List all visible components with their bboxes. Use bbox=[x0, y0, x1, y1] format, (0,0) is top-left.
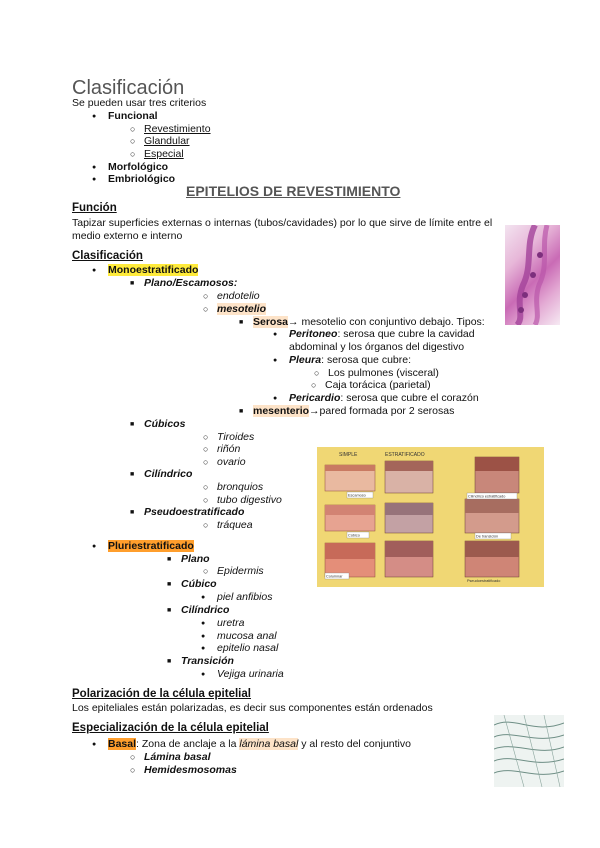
diagram-label-pseudo: Pseudoestratificado bbox=[467, 579, 501, 583]
list-item-mesenterio bbox=[253, 405, 454, 418]
list-item-p-cubico: ■ Cúbico bbox=[181, 578, 217, 591]
section-title-epitelios: EPITELIOS DE REVESTIMIENTO bbox=[186, 183, 401, 199]
list-item-peritoneo bbox=[289, 328, 475, 341]
diagram-label-columnar: Columnar bbox=[326, 574, 343, 579]
list-item-piel: ● piel anfibios bbox=[217, 591, 272, 604]
diagram-label-cilindrico: Cilíndrico estratificado bbox=[468, 494, 506, 499]
list-item-glandular[interactable]: ○ Glandular bbox=[144, 135, 190, 148]
peritoneo-label: Peritoneo bbox=[289, 328, 338, 340]
monoestratificado-label: Monoestratificado bbox=[108, 264, 199, 276]
pleura-label: Pleura bbox=[289, 354, 322, 366]
list-item-funcional: ● Funcional bbox=[108, 110, 158, 123]
pleura-rest: : serosa que cubre: bbox=[321, 354, 411, 366]
list-item-morfologico: ● Morfológico bbox=[108, 161, 168, 174]
mesenterio-label: mesenterio bbox=[253, 405, 310, 417]
list-item-p-plano: ■ Plano bbox=[181, 553, 210, 566]
intro-text: Se pueden usar tres criterios bbox=[72, 97, 207, 109]
list-item-bronquios: ○ bronquios bbox=[217, 481, 263, 494]
list-item-plano: ■ Plano/Escamosos: bbox=[144, 277, 237, 290]
list-item-transicion: ■ Transición bbox=[181, 655, 234, 668]
list-item-p-cilindrico: ■ Cilíndrico bbox=[181, 604, 229, 617]
list-item-revestimiento[interactable]: ○ Revestimiento bbox=[144, 123, 211, 136]
tissue-micrograph-image bbox=[505, 225, 560, 325]
basal-sketch-image bbox=[494, 715, 564, 787]
list-item-cubicos: ■ Cúbicos bbox=[144, 418, 185, 431]
funcion-line-1: Tapizar superficies externas o internas (tubos/cavidades) por lo que sirve de límite entre el bbox=[72, 217, 493, 229]
list-item-traquea: ○ tráquea bbox=[217, 519, 253, 532]
list-item-pluriestratificado bbox=[108, 540, 194, 553]
list-item-epidermis: ○ Epidermis bbox=[217, 565, 264, 578]
list-item-basal bbox=[108, 738, 411, 751]
heading-polarizacion: Polarización de la célula epitelial bbox=[72, 688, 251, 700]
page-title: Clasificación bbox=[72, 77, 185, 99]
pericardio-rest: : serosa que cubre el corazón bbox=[340, 392, 479, 404]
pluriestratificado-label: Pluriestratificado bbox=[108, 540, 194, 552]
peritoneo-line-2: abdominal y los órganos del digestivo bbox=[289, 341, 465, 353]
basal-label: Basal bbox=[108, 738, 137, 750]
list-item-mucosa: ● mucosa anal bbox=[217, 630, 277, 643]
list-item-lamina-basal: ○ Lámina basal bbox=[144, 751, 211, 764]
heading-clasificacion: Clasificación bbox=[72, 250, 143, 262]
pericardio-label: Pericardio bbox=[289, 392, 341, 404]
list-item-cilindrico: ■ Cilíndrico bbox=[144, 468, 192, 481]
list-item-uretra: ● uretra bbox=[217, 617, 244, 630]
list-item-pericardio bbox=[289, 392, 479, 405]
polarizacion-text: Los epiteliales están polarizadas, es decir sus componentes están ordenados bbox=[72, 702, 433, 714]
list-item-rinon: ○ riñón bbox=[217, 443, 240, 456]
list-item-embriologico: ● Embriológico bbox=[108, 173, 175, 186]
basal-text-a: : Zona de anclaje a la bbox=[136, 738, 240, 750]
diagram-label-transicion: De transición bbox=[476, 534, 499, 539]
list-item-caja: ○ Caja torácica (parietal) bbox=[325, 379, 431, 392]
list-item-tubo: ○ tubo digestivo bbox=[217, 494, 282, 507]
heading-funcion: Función bbox=[72, 202, 117, 214]
list-item-pulmones: ○ Los pulmones (visceral) bbox=[328, 367, 439, 380]
serosa-rest: → mesotelio con conjuntivo debajo. Tipos: bbox=[288, 316, 485, 328]
diagram-label-cubico: Cúbico bbox=[348, 533, 360, 538]
list-item-vejiga: ● Vejiga urinaria bbox=[217, 668, 284, 681]
diagram-label-simple: SIMPLE bbox=[339, 452, 358, 458]
mesenterio-rest: →pared formada por 2 serosas bbox=[309, 405, 455, 417]
list-item-hemidesmosomas: ○ Hemidesmosomas bbox=[144, 764, 237, 777]
diagram-label-estratificado: ESTRATIFICADO bbox=[385, 452, 425, 458]
list-item-pleura bbox=[289, 354, 411, 367]
list-item-nasal: ● epitelio nasal bbox=[217, 642, 278, 655]
list-item-tiroides: ○ Tiroides bbox=[217, 431, 254, 444]
list-item-ovario: ○ ovario bbox=[217, 456, 246, 469]
list-item-monoestratificado bbox=[108, 264, 198, 277]
lamina-basal-highlight: lámina basal bbox=[239, 738, 299, 750]
list-item-mesotelio bbox=[217, 303, 266, 316]
serosa-label: Serosa bbox=[253, 316, 289, 328]
peritoneo-rest: : serosa que cubre la cavidad bbox=[337, 328, 475, 340]
list-item-especial[interactable]: ○ Especial bbox=[144, 148, 184, 161]
heading-especializacion: Especialización de la célula epitelial bbox=[72, 722, 269, 734]
list-item-pseudo: ■ Pseudoestratificado bbox=[144, 506, 244, 519]
diagram-label-escamoso: Escamoso bbox=[348, 493, 366, 498]
mesotelio-label: mesotelio bbox=[217, 303, 267, 315]
list-item-endotelio: ○ endotelio bbox=[217, 290, 260, 303]
epithelia-diagram-image bbox=[317, 447, 544, 587]
funcion-line-2: medio externo e interno bbox=[72, 230, 183, 242]
basal-text-b: y al resto del conjuntivo bbox=[298, 738, 411, 750]
